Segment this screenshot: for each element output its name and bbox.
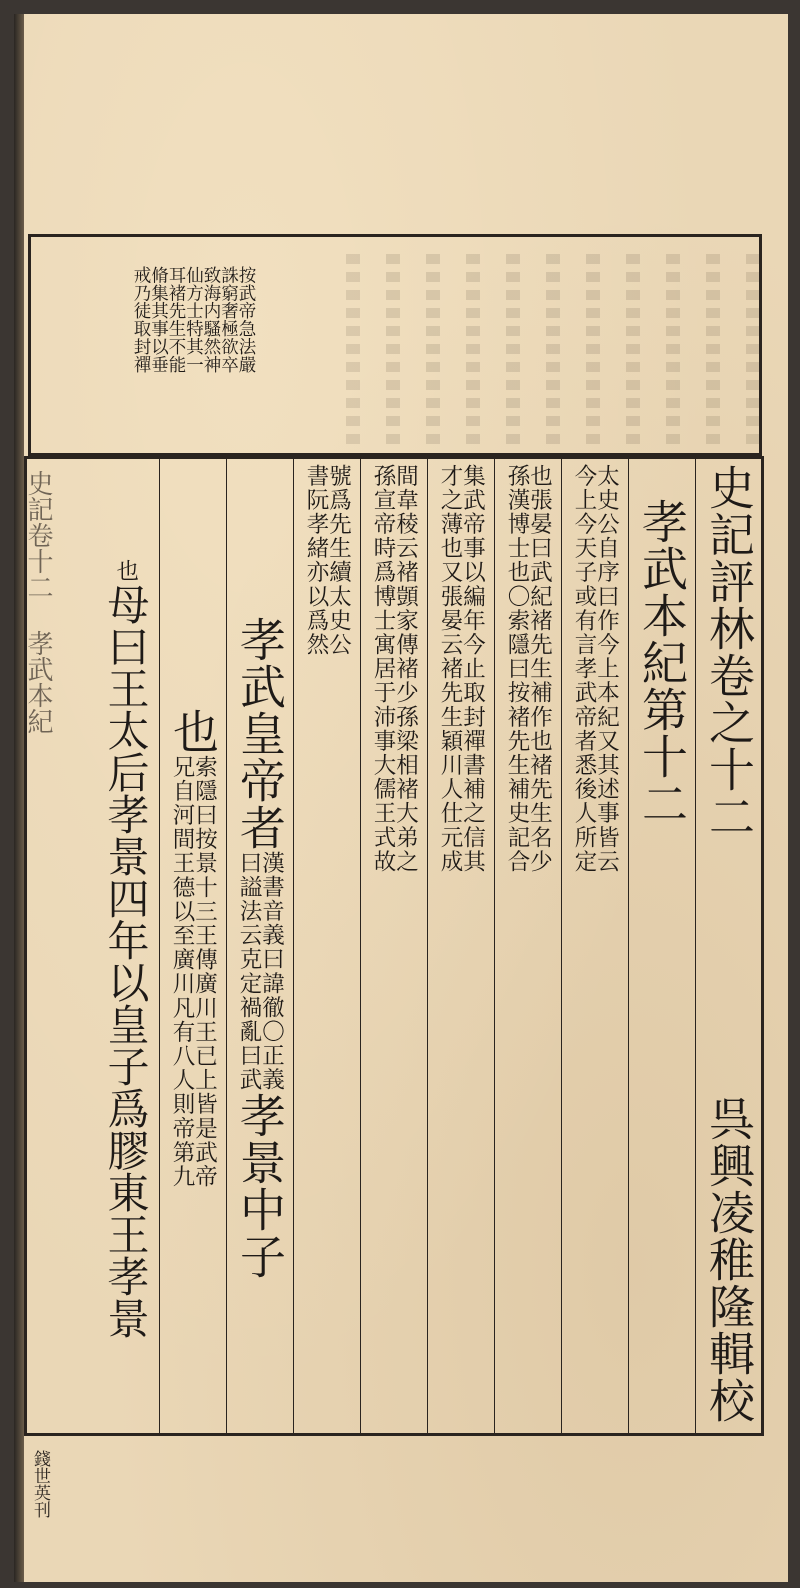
commentary-line: 號爲先生續太史公 [325,464,352,657]
headnote-line: 戒乃徒取封禪 [131,266,151,374]
editor-credit: 呉興凌稚隆輯校 [702,1095,756,1424]
main-text-group [233,616,287,851]
commentary-line: 才之薄也又張晏云褚先生穎川人仕元成 [437,464,463,874]
main-text-column [226,458,293,1434]
headnote-line: 致海内騷然神 [201,266,221,374]
title-column [695,458,762,1434]
inline-note-pair [238,851,283,1092]
publisher-mark: 錢世英刊 [30,1450,50,1518]
commentary-line: 孫宣帝時爲博士寓居于沛事大儒王式故 [370,464,396,874]
commentary-column [360,458,427,1434]
fore-edge-label: 史記卷十二 孝武本紀 [23,470,53,734]
commentary-column [293,458,360,1434]
main-text-column [159,458,226,1434]
commentary-line: 集武帝事以編年今止取封禪書補之信其 [459,464,486,874]
main-text: 也 [112,558,139,584]
main-text: 孝景中子 [233,1092,287,1280]
headnote-line: 誅窮奢極欲卒 [218,266,239,374]
inline-note: 兄自河間王德以至廣川凡有八人則帝第九 [169,754,195,1189]
commentary-line: 也張晏曰武紀褚先生補作也褚先生名少 [526,464,553,874]
inline-note: 漢書音義曰諱徹〇正義 [258,851,285,1092]
headnote-text [34,266,254,456]
commentary-line: 太史公自序曰作今上本紀又其述事皆云 [593,464,620,874]
inline-note: 索隱曰按景十三王傳廣川王已上皆是武帝 [191,754,218,1189]
headnote-line: 仙方士特其一 [183,266,204,374]
inline-note-pair [171,755,216,1189]
inline-note: 曰謚法云克定禍亂曰武 [236,851,262,1092]
main-text: 也 [166,707,220,755]
commentary-column [427,458,494,1434]
main-text: 孝武皇帝者 [233,616,287,851]
book-title: 史記評林卷之十二 [702,464,756,840]
headnote-line: 脩集其事以垂 [148,266,169,374]
headnote-line: 按武帝急法嚴 [236,266,256,374]
main-text: 母曰王太后孝景四年以皇子爲膠東王孝景 [101,583,151,1340]
chapter-title: 孝武本紀第十二 [635,498,689,827]
commentary-column [494,458,561,1434]
text-columns [26,458,762,1434]
headnote-line: 耳褚先生不能 [166,266,186,374]
chapter-title-column [628,458,695,1434]
main-text-column [92,458,159,1434]
commentary-line: 間韋稜云褚顗家傳褚少孫梁相褚大弟之 [392,464,419,874]
commentary-line: 今上今天子或有言孝武帝者悉後人所定 [571,464,597,874]
commentary-line: 書阮孝緒亦以爲然 [303,464,329,657]
book-spine [14,14,24,1582]
main-text-row [233,616,287,851]
commentary-line: 孫漢博士也〇索隱曰按褚先生補史記合 [504,464,530,874]
commentary-column [561,458,628,1434]
